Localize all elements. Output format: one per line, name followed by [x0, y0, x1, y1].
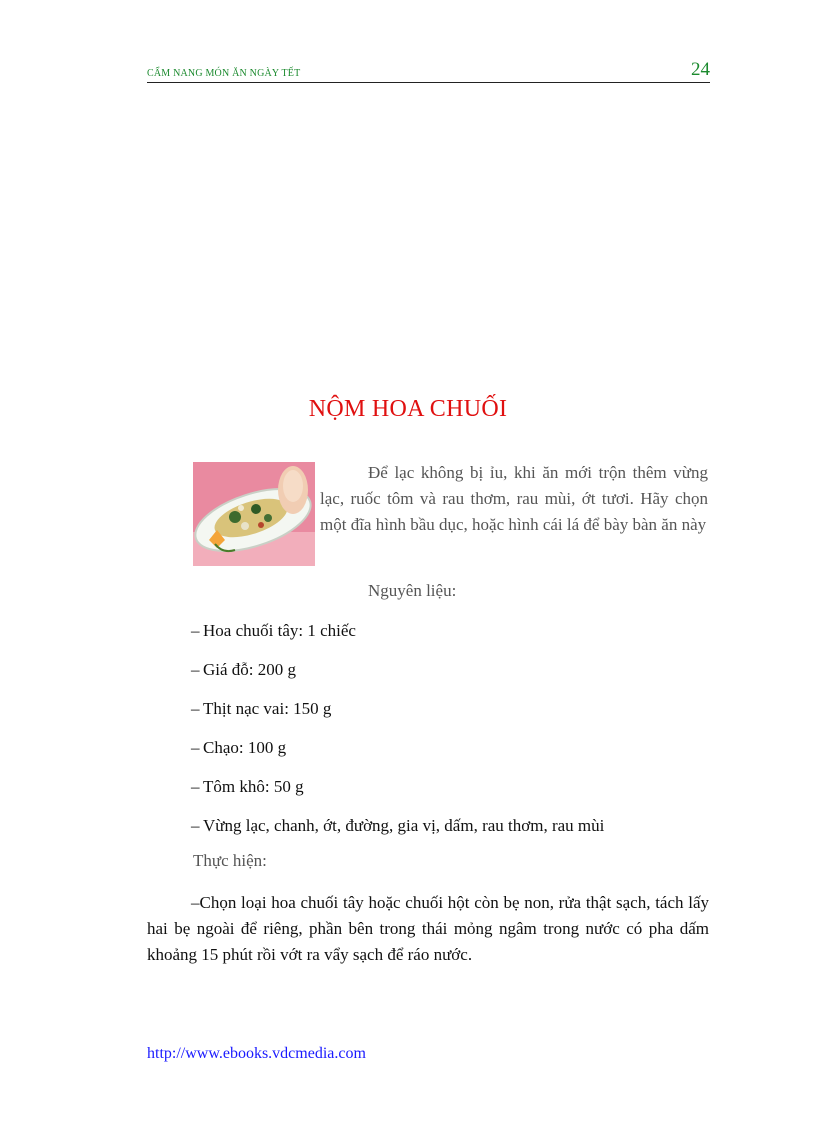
ingredient-item: – Chạo: 100 g	[191, 738, 287, 757]
intro-text: Để lạc không bị ỉu, khi ăn mới trộn thêm vừng lạc, ruốc tôm và rau thơm, rau mùi, ớt tươi. Hãy chọn một đĩa hình bầu dục, hoặc hình cái lá để bày bàn ăn này	[320, 463, 708, 534]
ingredients-label: Nguyên liệu:	[368, 581, 457, 600]
recipe-intro	[320, 460, 708, 538]
ingredients-list	[191, 619, 604, 853]
ingredient-item: – Vừng lạc, chanh, ớt, đường, gia vị, dấm, rau thơm, rau mùi	[191, 816, 605, 835]
recipe-steps	[147, 890, 709, 968]
ingredient-item: – Giá đỗ: 200 g	[191, 660, 297, 679]
page-header	[147, 58, 710, 83]
step-paragraph: –Chọn loại hoa chuối tây hoặc chuối hột còn bẹ non, rửa thật sạch, tách lấy hai bẹ ngoài để riêng, phần bên trong thái mỏng ngâm trong nước có pha dấm khoảng 15 phút rồi vớt ra vẩy sạch để ráo nước.	[147, 893, 709, 964]
page-number: 24	[691, 59, 710, 80]
ingredient-item: – Thịt nạc vai: 150 g	[191, 699, 332, 718]
ingredient-item: – Hoa chuối tây: 1 chiếc	[191, 621, 356, 640]
book-title: CẨM NANG MÓN ĂN NGÀY TẾT	[147, 68, 301, 79]
dish-photo-illustration	[193, 462, 315, 566]
footer-url-link[interactable]: http://www.ebooks.vdcmedia.com	[147, 1045, 366, 1062]
dish-photo	[193, 462, 315, 566]
recipe-title: NỘM HOA CHUỐI	[308, 396, 508, 422]
steps-label: Thực hiện:	[193, 851, 267, 870]
ingredient-item: – Tôm khô: 50 g	[191, 777, 304, 796]
